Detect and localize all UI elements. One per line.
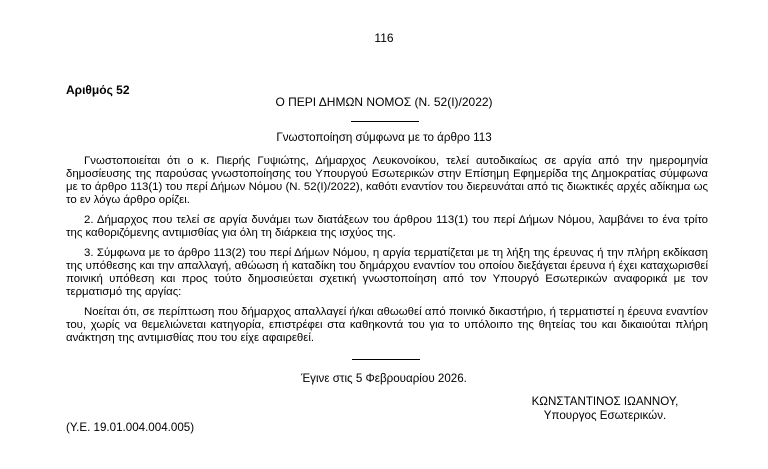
signatory-block — [500, 395, 710, 423]
reference-number: (Υ.Ε. 19.01.004.004.005) — [66, 421, 195, 434]
signatory-title: Υπουργος Εσωτερικών. — [543, 409, 667, 422]
title-divider — [351, 121, 419, 122]
closing-divider — [352, 359, 420, 360]
done-date-line: Έγινε στις 5 Φεβρουαρίου 2026. — [301, 372, 467, 385]
paragraph-3: 3. Σύμφωνα με το άρθρο 113(2) του περί Δήμων Νόμου, η αργία τερματίζεται με τη λήξη της έρευνας ή την πλήρη εκδίκαση της υπόθεσης και την απαλλαγή, αθώωση ή καταδίκη του δημάρχου εναντίον του οποίου διεξάγεται έρευνα ή έχει καταχωρισθεί ποινική υπόθεση και προς τούτο δημοσιεύεται σχετική γνωστοποίηση από τον Υπουργό Εσωτερικών αναφορικά με τον τερματισμό της αργίας: — [66, 247, 708, 298]
paragraph-proviso: Νοείται ότι, σε περίπτωση που δήμαρχος απαλλαγεί ή/και αθωωθεί από ποινικό δικαστήριο, ή τερματιστεί η έρευνα εναντίον του, χωρίς να θεμελιώνεται κατηγορία, επιστρέφει στα καθηκοντά του για το υπόλοιπο της θητείας του και δικαιούται πλήρη ανάκτηση της αντιμισθίας που του είχε αφαιρεθεί. — [66, 306, 708, 344]
law-title: Ο ΠΕΡΙ ΔΗΜΩΝ ΝΟΜΟΣ (Ν. 52(Ι)/2022) — [275, 95, 493, 109]
paragraph-2: 2. Δήμαρχος που τελεί σε αργία δυνάμει των διατάξεων του άρθρου 113(1) του περί Δήμων Νόμου, λαμβάνει το ένα τρίτο της καθοριζόμενης αντιμισθίας για όλη τη διάρκεια της ισχύος της. — [66, 214, 708, 239]
paragraph-1: Γνωστοποιείται ότι ο κ. Πιερής Γυψιώτης, Δήμαρχος Λευκονοίκου, τελεί αυτοδικαίως σε αργία από την ημερομηνία δημοσίευσης της παρούσας γνωστοποίησης του Υπουργού Εσωτερικών στην Επίσημη Εφημερίδα της Δημοκρατίας σύμφωνα με το άρθρο 113(1) του περί Δήμων Νόμου (Ν. 52(Ι)/2022), καθότι εναντίον του διερευνάται από τις διωκτικές αρχές αδίκημα ως το εν λόγω άρθρο ορίζει. — [66, 155, 708, 206]
notice-subtitle: Γνωστοποίηση σύμφωνα με το άρθρο 113 — [276, 131, 492, 144]
page-number: 116 — [374, 31, 394, 45]
signatory-name: ΚΩΝΣΤΑΝΤΙΝΟΣ ΙΩΑΝΝΟΥ, — [531, 395, 679, 408]
notice-number-heading: Αριθμός 52 — [66, 83, 130, 97]
